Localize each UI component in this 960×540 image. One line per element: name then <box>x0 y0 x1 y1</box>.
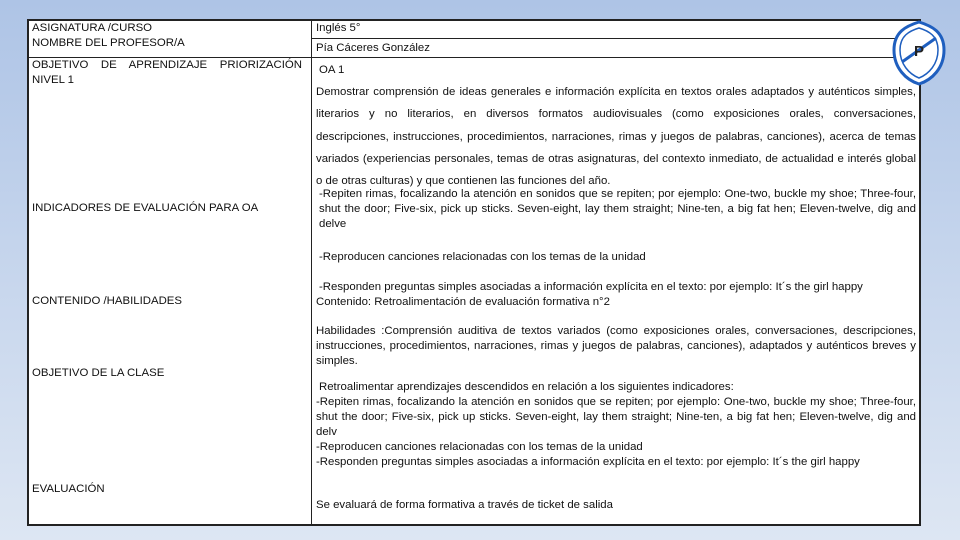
label-objetivo-clase: OBJETIVO DE LA CLASE <box>32 367 165 379</box>
value-contenido: Contenido: Retroalimentación de evaluación formativa n°2 <box>316 296 610 308</box>
school-crest-icon <box>892 20 946 86</box>
lesson-plan-table <box>27 19 921 526</box>
value-asignatura: Inglés 5° <box>316 22 361 34</box>
clase-intro: Retroalimentar aprendizajes descendidos en relación a los siguientes indicadores: <box>319 381 734 393</box>
clase-indicador-2: -Reproducen canciones relacionadas con los temas de la unidad <box>316 441 643 453</box>
indicador-1: -Repiten rimas, focalizando la atención en sonidos que se repiten; por ejemplo: One-two, buckle my shoe; Three-four, shut the door; Five-six, pick up sticks. Seven-eight, lay them straight; Nine-ten, a big fat hen; Eleven-twelve, dig and delve <box>319 188 916 230</box>
label-evaluacion: EVALUACIÓN <box>32 483 105 495</box>
clase-indicador-1: -Repiten rimas, focalizando la atención en sonidos que se repiten; por ejemplo: One-two, buckle my shoe; Three-four, shut the door; Five-six, pick up sticks. Seven-eight, lay them straight; Nine-ten, a big fat hen; Eleven-twelve, dig and delv <box>316 396 916 438</box>
indicador-3: -Responden preguntas simples asociadas a información explícita en el texto: por ejemplo: It´s the girl happy <box>319 281 863 293</box>
value-oa-code: OA 1 <box>319 64 345 76</box>
indicador-2: -Reproducen canciones relacionadas con los temas de la unidad <box>319 251 646 263</box>
label-objetivo: OBJETIVO DE APRENDIZAJE PRIORIZACIÓN NIVEL 1 <box>32 59 302 86</box>
value-evaluacion: Se evaluará de forma formativa a través de ticket de salida <box>316 499 613 511</box>
value-oa-text: Demostrar comprensión de ideas generales e información explícita en textos orales adaptados y auténticos simples, literarios y no literarios, en diversos formatos audiovisuales (como exposiciones orales, conversaciones, descripciones, instrucciones, procedimientos, narraciones, rimas y juegos de palabras, canciones), acerca de temas variados (experiencias personales, temas de otras asignaturas, del contexto inmediato, de actualidad e interés global o de otras culturas) y que contienen las funciones del año. <box>316 86 916 188</box>
label-contenido: CONTENIDO /HABILIDADES <box>32 295 183 307</box>
label-indicadores: INDICADORES DE EVALUACIÓN PARA OA <box>32 202 259 214</box>
value-habilidades: Habilidades :Comprensión auditiva de textos variados (como exposiciones orales, conversaciones, descripciones, instrucciones, procedimientos, narraciones, rimas y juegos de palabras, canciones), adaptados y auténticos breves y simples. <box>316 325 916 367</box>
label-profesor: NOMBRE DEL PROFESOR/A <box>32 37 185 49</box>
svg-text:P: P <box>913 43 925 60</box>
column-divider <box>311 21 312 524</box>
label-asignatura: ASIGNATURA /CURSO <box>32 22 153 34</box>
clase-indicador-3: -Responden preguntas simples asociadas a información explícita en el texto: por ejemplo: It´s the girl happy <box>316 456 860 468</box>
value-profesor: Pía Cáceres González <box>316 42 430 54</box>
row-divider <box>311 38 921 39</box>
